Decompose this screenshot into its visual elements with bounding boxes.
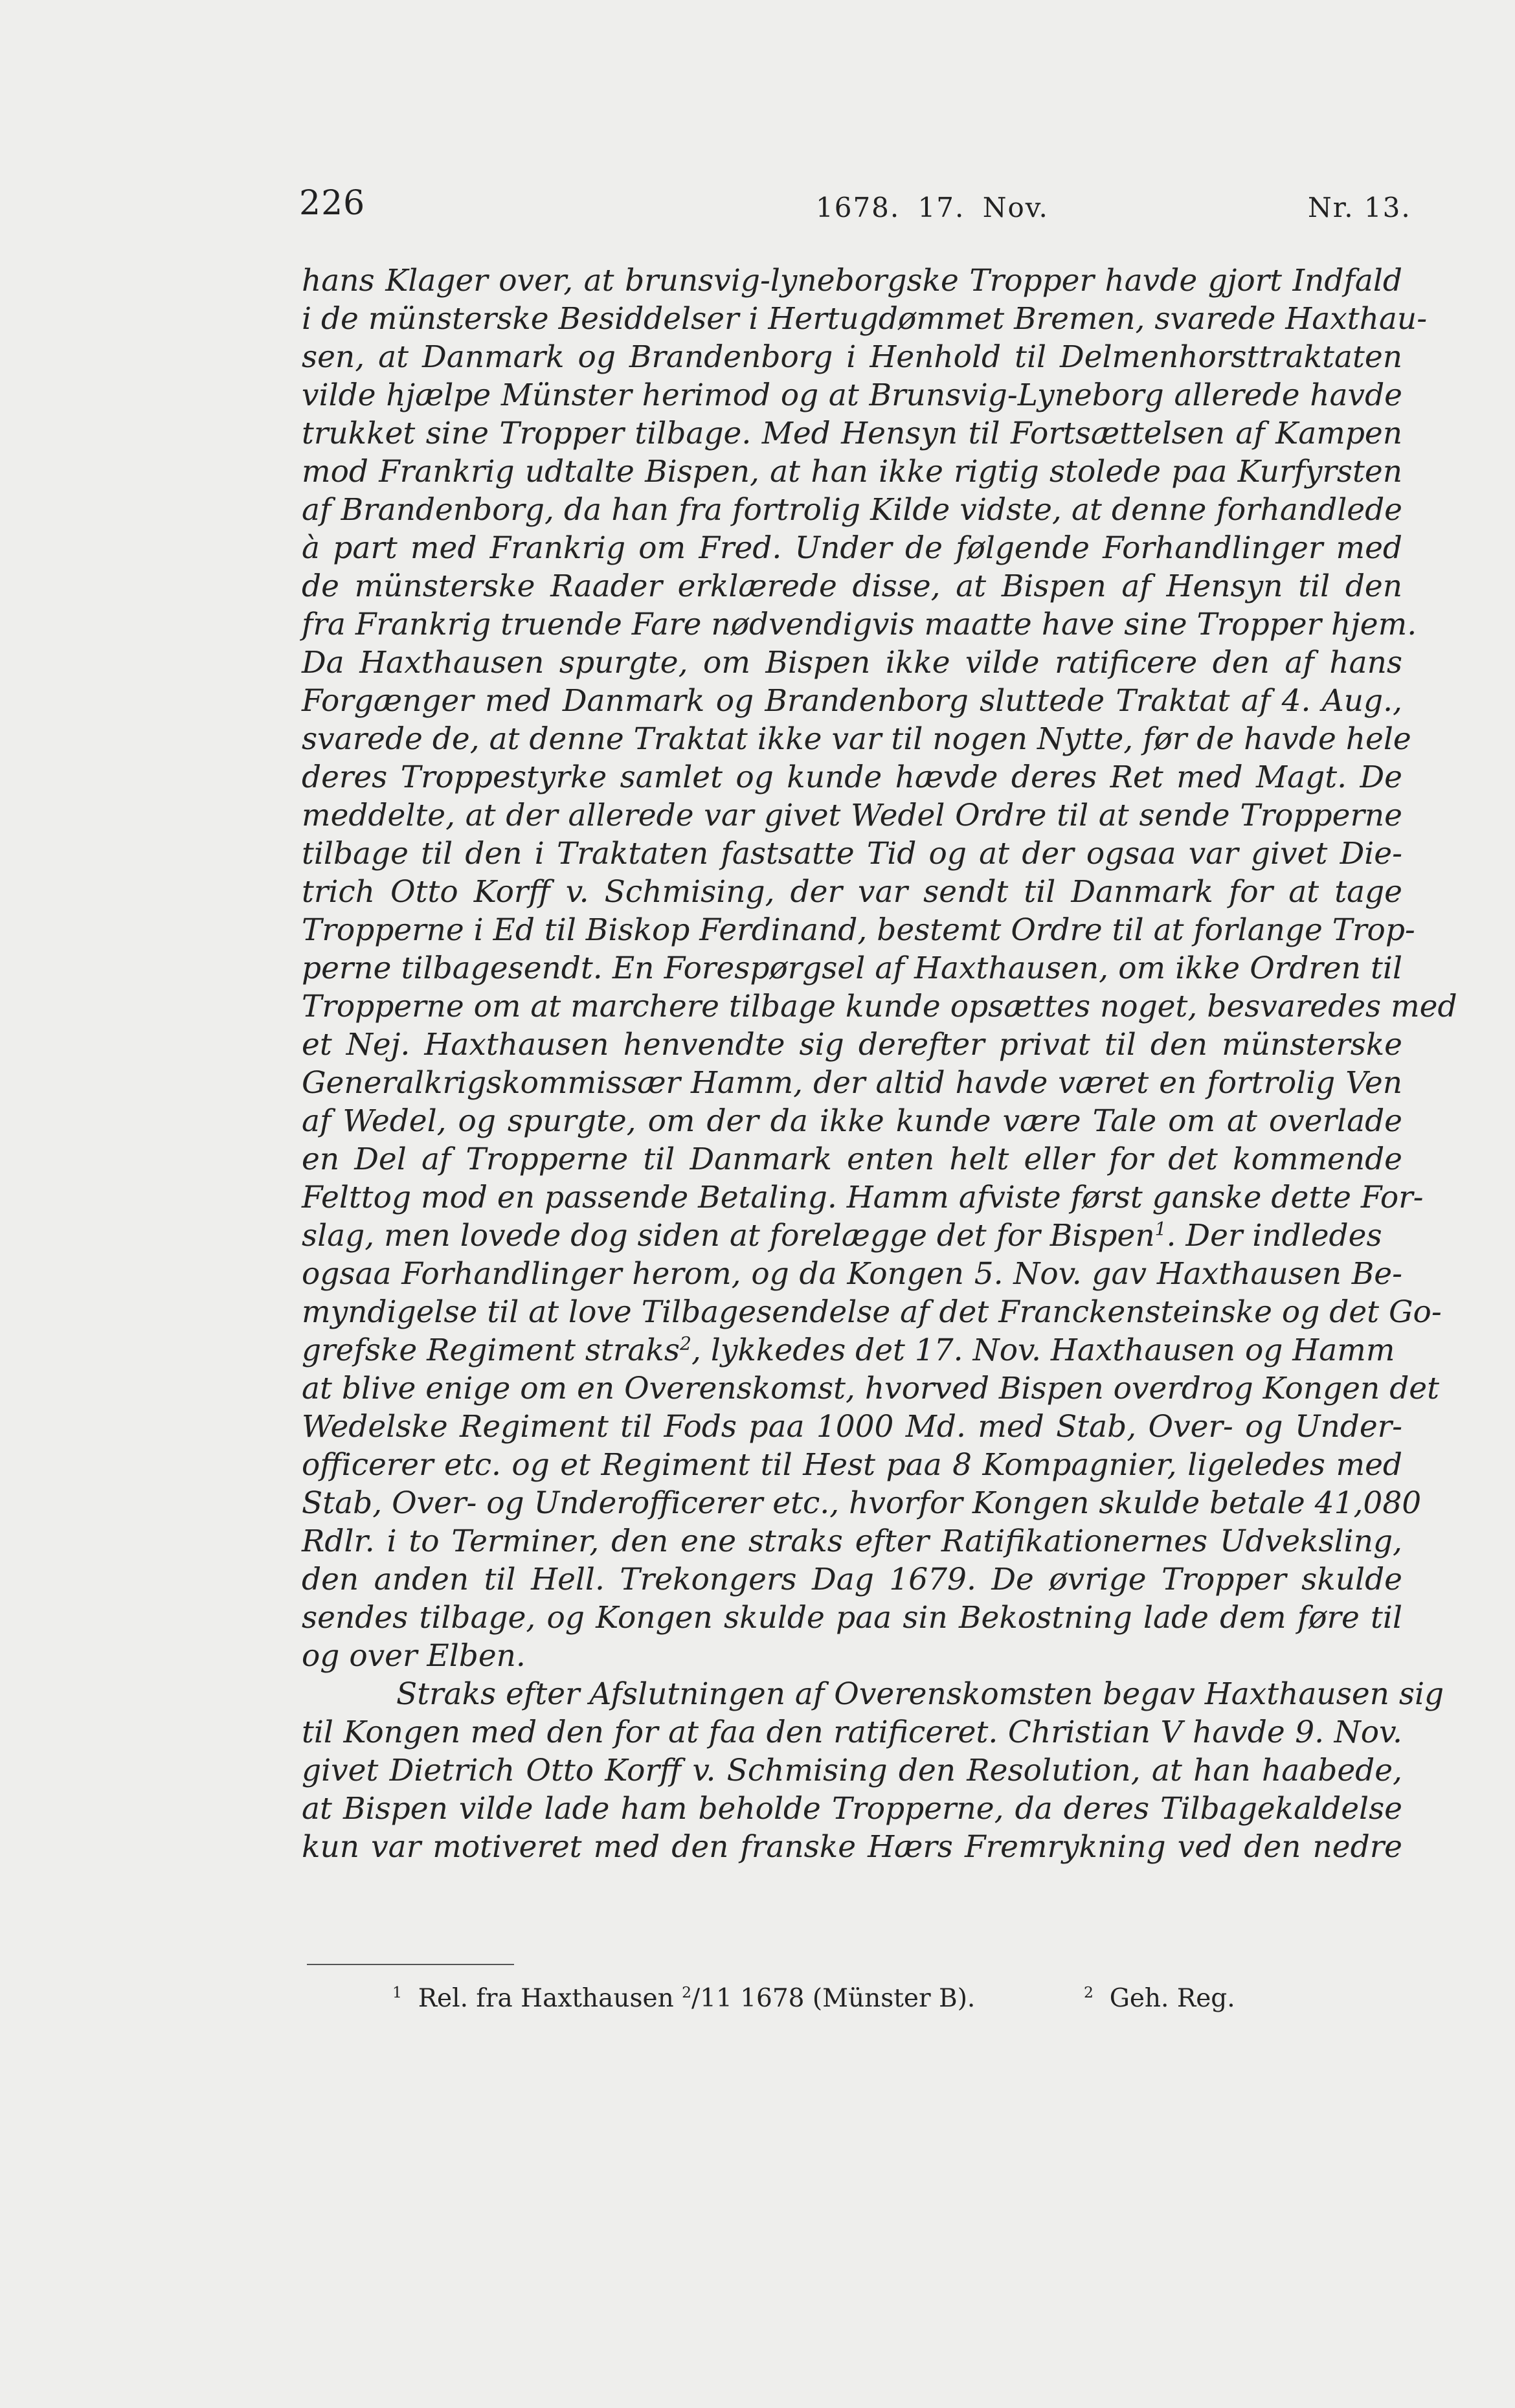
text-line: den anden til Hell. Trekongers Dag 1679. De øvrige Tropper skulde bbox=[302, 1562, 1402, 1597]
text-line: Wedelske Regiment til Fods paa 1000 Md. med Stab, Over- og Under- bbox=[302, 1409, 1402, 1445]
footnote-1-text-b: 1678 (Münster B). bbox=[732, 1984, 976, 2013]
text-line: Stab, Over- og Underofficerer etc., hvorfor Kongen skulde betale 41,080 bbox=[302, 1485, 1422, 1521]
footnote-ref-1: 1 bbox=[1154, 1218, 1167, 1240]
body-text bbox=[302, 262, 1457, 1866]
text-line: trich Otto Korff v. Schmising, der var sendt til Danmark for at tage bbox=[302, 874, 1402, 910]
footnote-1-marker: 1 bbox=[392, 1983, 402, 2001]
text-line: Forgænger med Danmark og Brandenborg sluttede Traktat af 4. Aug., bbox=[302, 683, 1402, 719]
text-line: at Bispen vilde lade ham beholde Tropperne, da deres Tilbagekaldelse bbox=[302, 1791, 1402, 1827]
text-line: Felttog mod en passende Betaling. Hamm afviste først ganske dette For- bbox=[302, 1180, 1424, 1215]
text-line: ogsaa Forhandlinger herom, og da Kongen 5. Nov. gav Haxthausen Be- bbox=[302, 1256, 1402, 1292]
text-line: Rdlr. i to Terminer, den ene straks efter Ratifikationernes Udveksling, bbox=[302, 1524, 1402, 1559]
footnote-1 bbox=[392, 1984, 975, 2013]
footnote-2-marker: 2 bbox=[1084, 1983, 1094, 2001]
text-line: mod Frankrig udtalte Bispen, at han ikke rigtig stolede paa Kurfyrsten bbox=[302, 454, 1402, 489]
text-line-part: grefske Regiment straks bbox=[302, 1333, 680, 1368]
footnote-1-fraction-numerator: 2 bbox=[682, 1983, 692, 2001]
text-line-paragraph-end: og over Elben. bbox=[302, 1638, 526, 1674]
text-line-with-footnote bbox=[302, 1217, 1402, 1255]
footnotes bbox=[0, 1984, 1515, 2023]
text-line: sendes tilbage, og Kongen skulde paa sin Bekostning lade dem føre til bbox=[302, 1600, 1402, 1636]
footnote-2 bbox=[1084, 1984, 1235, 2013]
text-line: Tropperne i Ed til Biskop Ferdinand, bestemt Ordre til at forlange Trop- bbox=[302, 912, 1415, 948]
text-line: trukket sine Tropper tilbage. Med Hensyn til Fortsættelsen af Kampen bbox=[302, 416, 1402, 451]
text-line: perne tilbagesendt. En Forespørgsel af Haxthausen, om ikke Ordren til bbox=[302, 951, 1402, 986]
text-line: officerer etc. og et Regiment til Hest paa 8 Kompagnier, ligeledes med bbox=[302, 1447, 1402, 1483]
text-line: af Wedel, og spurgte, om der da ikke kunde være Tale om at overlade bbox=[302, 1103, 1402, 1139]
text-line: i de münsterske Besiddelser i Hertugdømmet Bremen, svarede Haxthau- bbox=[302, 301, 1428, 337]
text-line: deres Troppestyrke samlet og kunde hævde deres Ret med Magt. De bbox=[302, 760, 1402, 795]
text-line-paragraph-start: Straks efter Afslutningen af Overenskomsten begav Haxthausen sig bbox=[396, 1676, 1444, 1712]
text-line: tilbage til den i Traktaten fastsatte Tid og at der ogsaa var givet Die- bbox=[302, 836, 1402, 872]
text-line: vilde hjælpe Münster herimod og at Brunsvig-Lyneborg allerede havde bbox=[302, 377, 1402, 413]
footnote-divider bbox=[307, 1964, 514, 1965]
text-line: af Brandenborg, da han fra fortrolig Kilde vidste, at denne forhandlede bbox=[302, 492, 1402, 528]
text-line: til Kongen med den for at faa den ratificeret. Christian V havde 9. Nov. bbox=[302, 1715, 1402, 1750]
text-line: svarede de, at denne Traktat ikke var til nogen Nytte, før de havde hele bbox=[302, 721, 1411, 757]
text-line: fra Frankrig truende Fare nødvendigvis maatte have sine Tropper hjem. bbox=[302, 607, 1417, 642]
footnote-1-fraction-denominator: /11 bbox=[691, 1984, 732, 2013]
text-line-part: , lykkedes det 17. Nov. Haxthausen og Hamm bbox=[691, 1333, 1395, 1368]
document-number: Nr. 13. bbox=[1308, 192, 1411, 223]
footnote-1-text-a: Rel. fra Haxthausen bbox=[418, 1984, 682, 2013]
text-line: givet Dietrich Otto Korff v. Schmising den Resolution, at han haabede, bbox=[302, 1753, 1402, 1788]
text-line: en Del af Tropperne til Danmark enten helt eller for det kommende bbox=[302, 1142, 1402, 1177]
text-line: at blive enige om en Overenskomst, hvorved Bispen overdrog Kongen det bbox=[302, 1371, 1439, 1406]
text-line: hans Klager over, at brunsvig-lyneborgske Tropper havde gjort Indfald bbox=[302, 263, 1402, 298]
text-line: myndigelse til at love Tilbagesendelse af det Franckensteinske og det Go- bbox=[302, 1294, 1442, 1330]
text-line-part: . Der indledes bbox=[1166, 1218, 1382, 1254]
footnote-2-text: Geh. Reg. bbox=[1109, 1984, 1235, 2013]
running-header-date: 1678. 17. Nov. bbox=[816, 192, 1049, 223]
text-line: Generalkrigskommissær Hamm, der altid havde været en fortrolig Ven bbox=[302, 1065, 1402, 1101]
footnote-ref-2: 2 bbox=[680, 1333, 691, 1355]
text-line: Tropperne om at marchere tilbage kunde opsættes noget, besvaredes med bbox=[302, 989, 1457, 1024]
page-header bbox=[0, 0, 1515, 259]
text-line: Da Haxthausen spurgte, om Bispen ikke vilde ratificere den af hans bbox=[302, 645, 1402, 681]
text-line: kun var motiveret med den franske Hærs Fremrykning ved den nedre bbox=[302, 1829, 1402, 1865]
text-line-part: slag, men lovede dog siden at forelægge det for Bispen bbox=[302, 1218, 1155, 1254]
text-line: et Nej. Haxthausen henvendte sig derefter privat til den münsterske bbox=[302, 1027, 1402, 1063]
text-line: meddelte, at der allerede var givet Wedel Ordre til at sende Tropperne bbox=[302, 798, 1402, 833]
text-line: de münsterske Raader erklærede disse, at Bispen af Hensyn til den bbox=[302, 568, 1402, 604]
text-line-with-footnote bbox=[302, 1331, 1402, 1369]
page-number: 226 bbox=[299, 184, 366, 223]
text-line: sen, at Danmark og Brandenborg i Henhold til Delmenhorsttraktaten bbox=[302, 339, 1402, 375]
text-line: à part med Frankrig om Fred. Under de følgende Forhandlinger med bbox=[302, 530, 1402, 566]
